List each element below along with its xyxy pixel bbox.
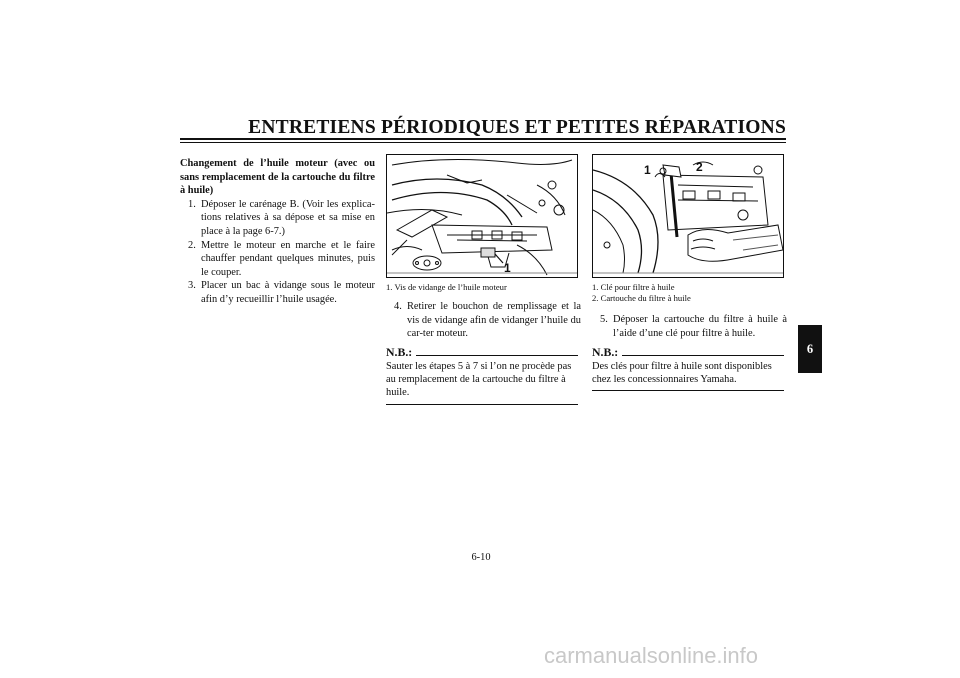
callout-2: 2 [696, 160, 703, 174]
step-number: 1. [188, 198, 196, 210]
note-label: N.B.: [592, 345, 619, 359]
page-header-title: ENTRETIENS PÉRIODIQUES ET PETITES RÉPARATIONS [248, 117, 786, 138]
section-title: Changement de l’huile moteur (avec ou sans remplacement de la cartouche du filtre à huile) [180, 158, 375, 197]
figure-filter-wrench [592, 154, 784, 278]
chapter-tab: 6 [798, 325, 822, 373]
step-text: Déposer la cartouche du filtre à huile à l’aide d’une clé pour filtre à huile. [613, 314, 787, 339]
page-number: 6-10 [471, 552, 491, 563]
figure1-caption: 1. Vis de vidange de l’huile moteur [386, 282, 507, 292]
note-divider [622, 355, 784, 356]
step-text: Placer un bac à vidange sous le moteur afin d’y recueillir l’huile usagée. [201, 280, 375, 305]
note-skip-steps [386, 344, 578, 405]
steps-list [180, 198, 375, 307]
step-4 [386, 300, 581, 341]
caption-item-1: 1. Clé pour filtre à huile [592, 282, 675, 292]
note-label: N.B.: [386, 345, 413, 359]
left-column [180, 157, 375, 307]
note-divider [416, 355, 578, 356]
step-number: 5. [600, 314, 608, 325]
step-number: 2. [188, 239, 196, 251]
callout-1: 1 [504, 261, 511, 275]
callout-1: 1 [644, 163, 651, 177]
figure2-caption [592, 282, 787, 303]
header-rule-thin [180, 142, 786, 143]
engine-drain-illustration [387, 155, 577, 277]
step-3 [180, 279, 375, 306]
note-filter-wrench [592, 344, 784, 391]
caption-item-2: 2. Cartouche du filtre à huile [592, 292, 691, 303]
figure-drain-bolt [386, 154, 578, 278]
step-text: Mettre le moteur en marche et le faire chauffer pendant quelques minutes, puis le couper. [201, 239, 375, 278]
step-5 [592, 313, 787, 340]
step-text: Déposer le carénage B. (Voir les explica-tions relatives à sa dépose et sa mise en place à la page 6-7.) [201, 198, 375, 237]
step-1 [180, 198, 375, 239]
header-rule-thick [180, 138, 786, 140]
watermark: carmanualsonline.info [544, 643, 759, 668]
step-number: 4. [394, 301, 402, 312]
step-2 [180, 239, 375, 280]
note-text: Sauter les étapes 5 à 7 si l’on ne procède pas au remplacement de la cartouche du filtre à huile. [386, 360, 578, 405]
note-text: Des clés pour filtre à huile sont disponibles chez les concessionnaires Yamaha. [592, 360, 784, 391]
step-text: Retirer le bouchon de remplissage et la vis de vidange afin de vidanger l’huile du car-ter moteur. [407, 301, 581, 340]
filter-wrench-illustration [593, 155, 783, 277]
step-number: 3. [188, 280, 196, 292]
